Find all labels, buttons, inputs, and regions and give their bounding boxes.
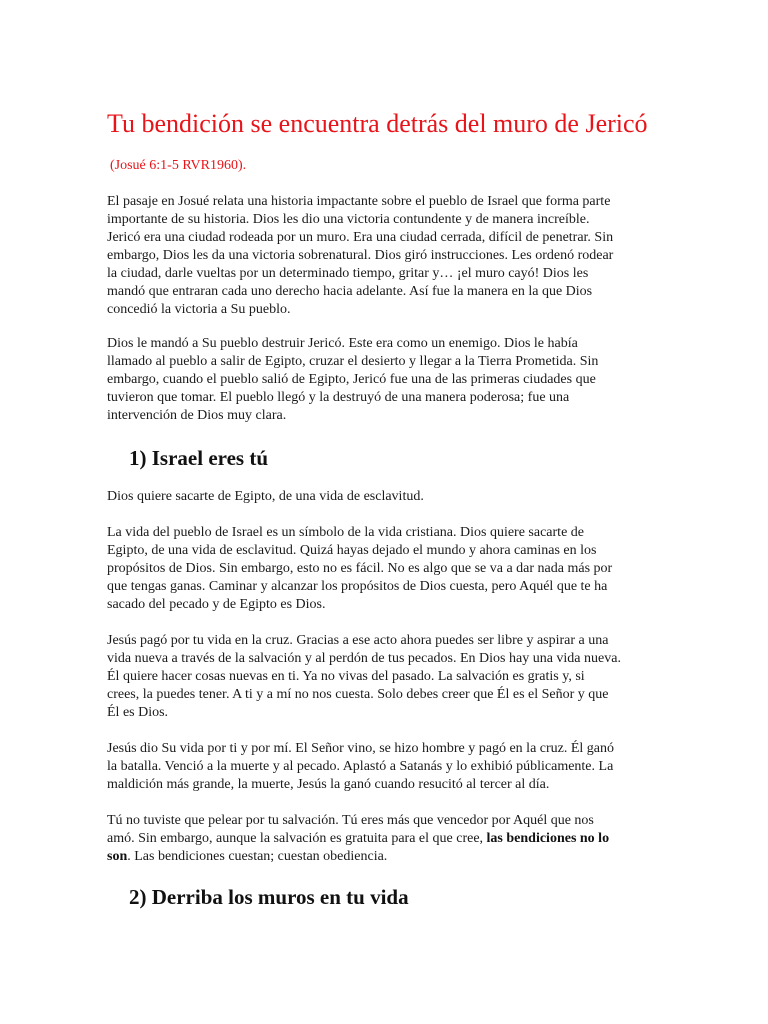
text-line: sacado del pecado y de Egipto es Dios. — [107, 597, 326, 612]
text-line: Jesús dio Su vida por ti y por mí. El Señor vino, se hizo hombre y pagó en la cruz. Él ganó — [107, 741, 615, 756]
emphasis-text: las bendiciones no lo — [486, 831, 610, 846]
text-line: llamado al pueblo a salir de Egipto, cruzar el desierto y llegar a la Tierra Prometida. Sin — [107, 354, 599, 369]
text-line: Dios quiere sacarte de Egipto, de una vida de esclavitud. — [107, 489, 424, 504]
text-line: la batalla. Venció a la muerte y al pecado. Aplastó a Satanás y lo exhibió públicamente. La — [107, 759, 614, 774]
text-line: propósitos de Dios. Sin embargo, esto no es fácil. No es algo que se va a dar nada más por — [107, 561, 613, 576]
text-line: Jericó era una ciudad rodeada por un muro. Era una ciudad cerrada, difícil de penetrar. Sin — [107, 230, 614, 245]
section1-paragraph-4 — [107, 740, 663, 794]
section1-paragraph-1 — [107, 488, 663, 506]
intro-paragraph-1 — [107, 193, 663, 319]
section1-paragraph-2 — [107, 524, 663, 614]
text-line: mandó que entraran cada uno derecho hacia adelante. Así fue la manera en la que Dios — [107, 284, 593, 299]
text-line: Él es Dios. — [107, 705, 169, 720]
text-line: Dios le mandó a Su pueblo destruir Jericó. Este era como un enemigo. Dios le había — [107, 336, 578, 351]
text-line: concedió la victoria a Su pueblo. — [107, 302, 291, 317]
text-line: Tú no tuviste que pelear por tu salvación. Tú eres más que vencedor por Aquél que nos — [107, 813, 594, 828]
intro-paragraph-2 — [107, 335, 663, 425]
text-line: Jesús pagó por tu vida en la cruz. Gracias a ese acto ahora puedes ser libre y aspirar a una — [107, 633, 609, 648]
text-line: tuvieron que tomar. El pueblo llegó y la destruyó de una manera poderosa; fue una — [107, 390, 570, 405]
text-segment: amó. Sin embargo, aunque la salvación es gratuita para el que cree, — [107, 831, 487, 846]
text-line: intervención de Dios muy clara. — [107, 408, 287, 423]
text-line: maldición más grande, la muerte, Jesús la ganó cuando resucitó al tercer al día. — [107, 777, 550, 792]
text-line: embargo, cuando el pueblo salió de Egipto, Jericó fue una de las primeras ciudades que — [107, 372, 596, 387]
section-heading-2: 2) Derriba los muros en tu vida — [129, 885, 409, 909]
text-line: que tengas ganas. Caminar y alcanzar los propósitos de Dios cuesta, pero Aquél que te ha — [107, 579, 608, 594]
scripture-reference: (Josué 6:1-5 RVR1960). — [110, 158, 247, 173]
text-segment: . Las bendiciones cuestan; cuestan obediencia. — [127, 849, 388, 864]
section1-paragraph-5 — [107, 812, 663, 866]
text-line: La vida del pueblo de Israel es un símbolo de la vida cristiana. Dios quiere sacarte de — [107, 525, 584, 540]
text-line — [107, 830, 663, 848]
emphasis-text: son — [107, 849, 128, 864]
text-line: Egipto, de una vida de esclavitud. Quizá hayas dejado el mundo y ahora caminas en los — [107, 543, 597, 558]
text-line — [107, 848, 663, 866]
document-title: Tu bendición se encuentra detrás del muro de Jericó — [107, 109, 648, 138]
text-line: Él quiere hacer cosas nuevas en ti. Ya no vivas del pasado. La salvación es gratis y, si — [107, 669, 585, 684]
text-line: El pasaje en Josué relata una historia impactante sobre el pueblo de Israel que forma parte — [107, 194, 611, 209]
text-line: la ciudad, darle vueltas por un determinado tiempo, gritar y… ¡el muro cayó! Dios les — [107, 266, 589, 281]
text-line: vida nueva a través de la salvación y al perdón de tus pecados. En Dios hay una vida nueva. — [107, 651, 621, 666]
section1-paragraph-3 — [107, 632, 663, 722]
text-line: crees, la puedes tener. A ti y a mí no nos cuesta. Solo debes creer que Él es el Señor y que — [107, 687, 609, 702]
text-line: embargo, Dios les da una victoria sobrenatural. Dios giró instrucciones. Les ordenó rodear — [107, 248, 614, 263]
section-heading-1: 1) Israel eres tú — [129, 446, 268, 470]
text-line: importante de su historia. Dios les dio una victoria contundente y de manera increíble. — [107, 212, 590, 227]
